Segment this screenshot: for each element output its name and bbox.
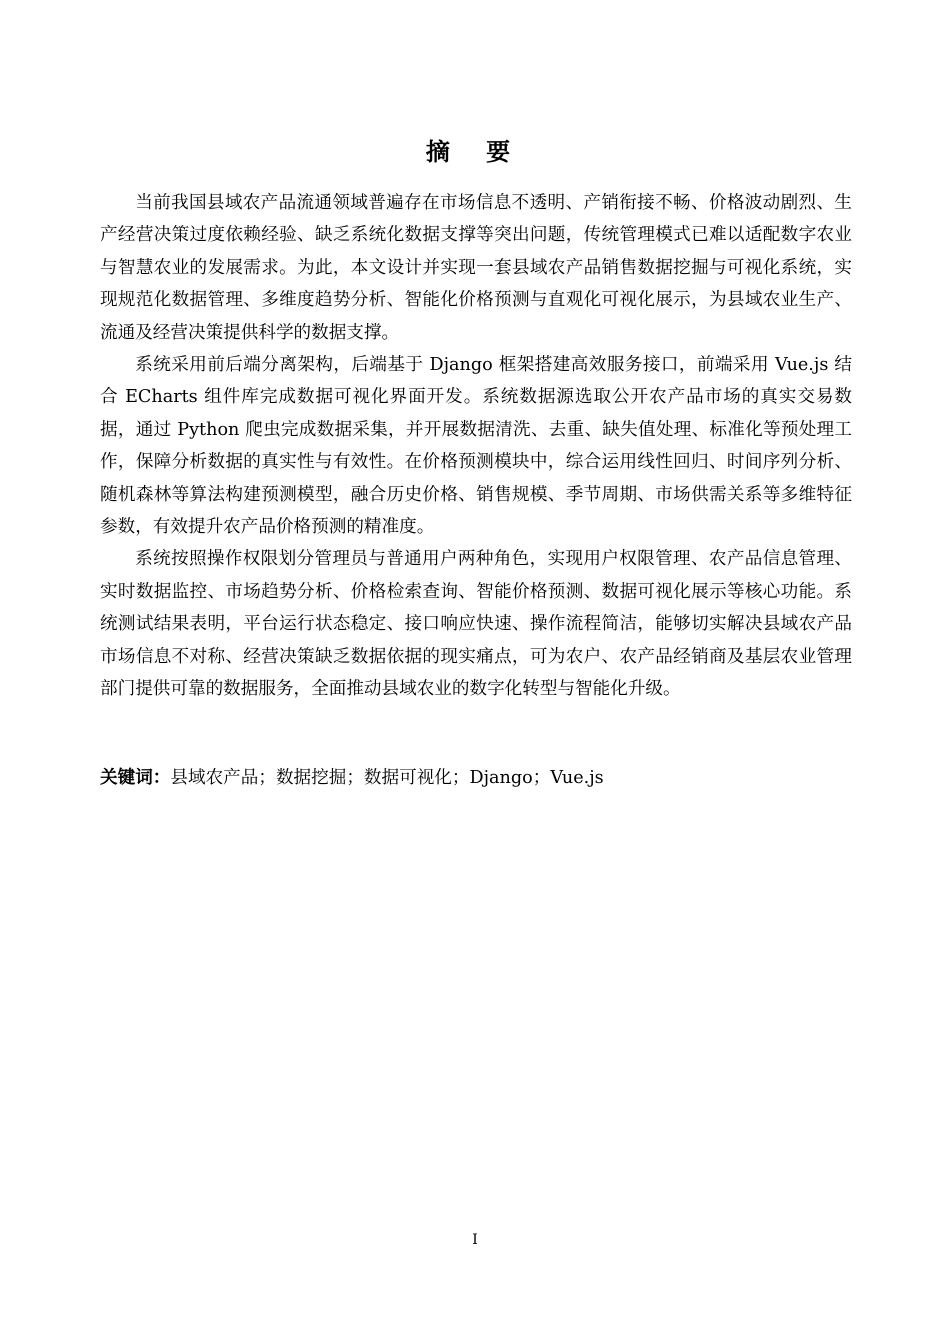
abstract-paragraph-2: 系统采用前后端分离架构，后端基于 Django 框架搭建高效服务接口，前端采用 Vue.js 结合 ECharts 组件库完成数据可视化界面开发。系统数据源选取公开农产品市场的真实交易数据，通过 Python 爬虫完成数据采集，并开展数据清洗、去重、缺失值处理、标准化等预处理工作，保障分析数据的真实性与有效性。在价格预测模块中，综合运用线性回归、时间序列分析、随机森林等算法构建预测模型，融合历史价格、销售规模、季节周期、市场供需关系等多维特征参数，有效提升农产品价格预测的精准度。 — [100, 355, 852, 538]
page-number: I — [472, 1232, 478, 1248]
abstract-title: 摘 要 — [425, 138, 525, 166]
keywords-label: 关键词： — [100, 768, 171, 788]
keywords-list: 县域农产品；数据挖掘；数据可视化；Django；Vue.js — [170, 768, 604, 788]
keywords-line — [100, 762, 852, 794]
abstract-body — [100, 187, 852, 706]
abstract-paragraph-3: 系统按照操作权限划分管理员与普通用户两种角色，实现用户权限管理、农产品信息管理、实时数据监控、市场趋势分析、价格检索查询、智能价格预测、数据可视化展示等核心功能。系统测试结果表明，平台运行状态稳定、接口响应快速、操作流程简洁，能够切实解决县域农产品市场信息不对称、经营决策缺乏数据依据的现实痛点，可为农户、农产品经销商及基层农业管理部门提供可靠的数据服务，全面推动县域农业的数字化转型与智能化升级。 — [100, 549, 852, 700]
abstract-paragraph-1: 当前我国县域农产品流通领域普遍存在市场信息不透明、产销衔接不畅、价格波动剧烈、生产经营决策过度依赖经验、缺乏系统化数据支撑等突出问题，传统管理模式已难以适配数字农业与智慧农业的发展需求。为此，本文设计并实现一套县域农产品销售数据挖掘与可视化系统，实现规范化数据管理、多维度趋势分析、智能化价格预测与直观化可视化展示，为县域农业生产、流通及经营决策提供科学的数据支撑。 — [100, 193, 852, 343]
